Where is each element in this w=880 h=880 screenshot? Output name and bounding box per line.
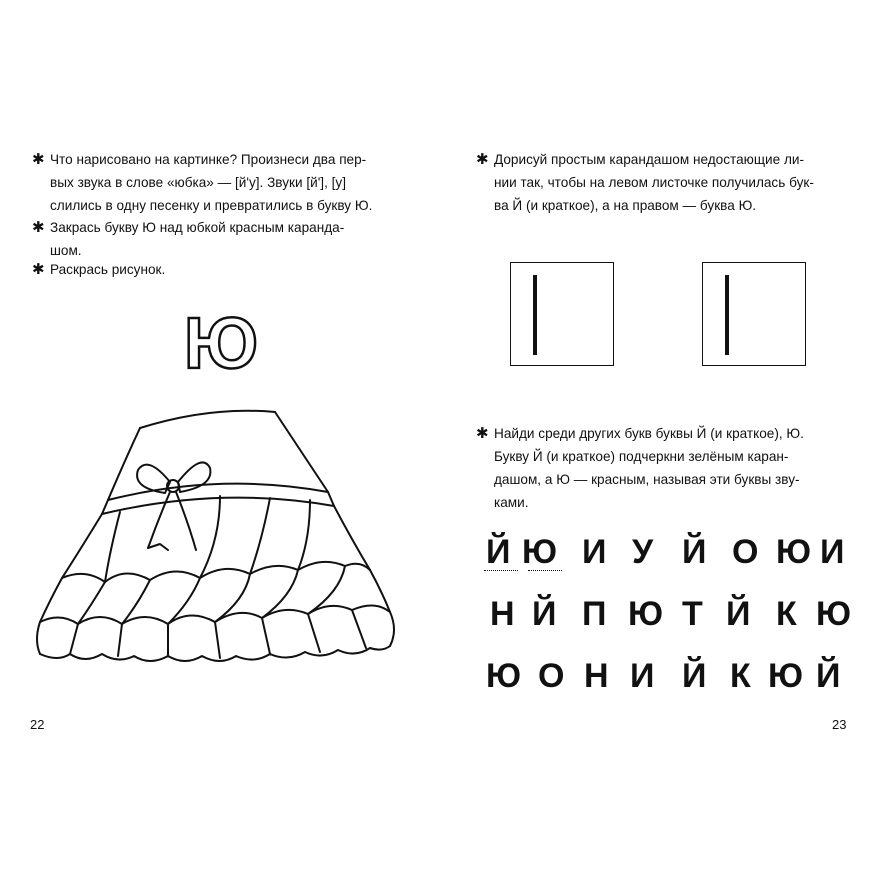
instruction-bottom-line-4: ками. <box>494 495 529 510</box>
letter-cell: И <box>582 533 607 571</box>
bullet-star-icon: ✱ <box>476 151 489 168</box>
instruction-top-line-3: ва Й (и краткое), а на правом — буква Ю. <box>494 198 757 213</box>
letter-cell: Ю <box>776 533 812 571</box>
instruction-top <box>476 148 864 217</box>
letter-cell: О <box>732 533 759 571</box>
instruction-1-line-2: вых звука в слове «юбка» — [й'у]. Звуки [й'], [у] <box>50 175 346 190</box>
letter-row-1 <box>486 532 846 572</box>
page-number-right: 23 <box>832 717 847 732</box>
letter-cell: П <box>582 595 607 633</box>
letter-cell: Й <box>486 533 511 571</box>
letter-square-left <box>510 262 614 366</box>
instruction-bottom <box>476 422 864 514</box>
letter-cell: Й <box>816 657 841 695</box>
instruction-top-line-1: Дорисуй простым карандашом недостающие ли- <box>494 152 805 167</box>
instruction-1 <box>32 148 420 217</box>
letter-cell: Й <box>726 595 751 633</box>
letter-cell: О <box>538 657 565 695</box>
letter-cell: Н <box>584 657 609 695</box>
instruction-bottom-line-2: Букву Й (и краткое) подчеркни зелёным каран- <box>494 449 789 464</box>
letter-row-2 <box>486 594 852 634</box>
letter-cell: У <box>632 533 654 571</box>
letter-cell: Ю <box>816 595 852 633</box>
big-letter: Ю <box>183 304 259 384</box>
big-letter-outline <box>176 300 266 390</box>
bullet-star-icon: ✱ <box>32 261 45 278</box>
instruction-2-line-1: Закрась букву Ю над юбкой красным каранда- <box>50 220 345 235</box>
instruction-2 <box>32 216 420 262</box>
instruction-2-line-2: шом. <box>50 243 82 258</box>
underline-dotted <box>528 570 562 571</box>
bullet-star-icon: ✱ <box>476 425 489 442</box>
instruction-3-line-1: Раскрась рисунок. <box>50 262 166 277</box>
letter-cell: Ю <box>486 657 522 695</box>
instruction-bottom-line-1: Найди среди других букв буквы Й (и краткое), Ю. <box>494 426 804 441</box>
letter-cell: Ю <box>628 595 664 633</box>
instruction-bottom-line-3: дашом, а Ю — красным, называя эти буквы зву- <box>494 472 800 487</box>
instruction-top-line-2: нии так, чтобы на левом листочке получилась бук- <box>494 175 814 190</box>
letter-cell: Й <box>682 657 707 695</box>
letter-cell: Н <box>490 595 515 633</box>
letter-cell: К <box>730 657 751 695</box>
letter-cell: Й <box>532 595 557 633</box>
instruction-1-line-1: Что нарисовано на картинке? Произнеси два пер- <box>50 152 367 167</box>
letter-cell: Ю <box>522 533 558 571</box>
skirt-picture <box>30 400 400 700</box>
instruction-3 <box>32 258 420 281</box>
letter-cell: Ю <box>768 657 804 695</box>
page-number-left: 22 <box>30 717 45 732</box>
right-page <box>440 0 880 880</box>
bullet-star-icon: ✱ <box>32 151 45 168</box>
bullet-star-icon: ✱ <box>32 219 45 236</box>
letter-cell: Т <box>682 595 703 633</box>
letter-cell: И <box>820 533 845 571</box>
letter-cell: И <box>630 657 655 695</box>
letter-cell: К <box>776 595 797 633</box>
letter-square-right <box>702 262 806 366</box>
letter-stroke <box>725 275 729 355</box>
letter-cell: Й <box>682 533 707 571</box>
letter-stroke <box>533 275 537 355</box>
letter-row-3 <box>486 656 846 696</box>
instruction-1-line-3: слились в одну песенку и превратились в букву Ю. <box>50 198 373 213</box>
underline-dotted <box>484 570 518 571</box>
